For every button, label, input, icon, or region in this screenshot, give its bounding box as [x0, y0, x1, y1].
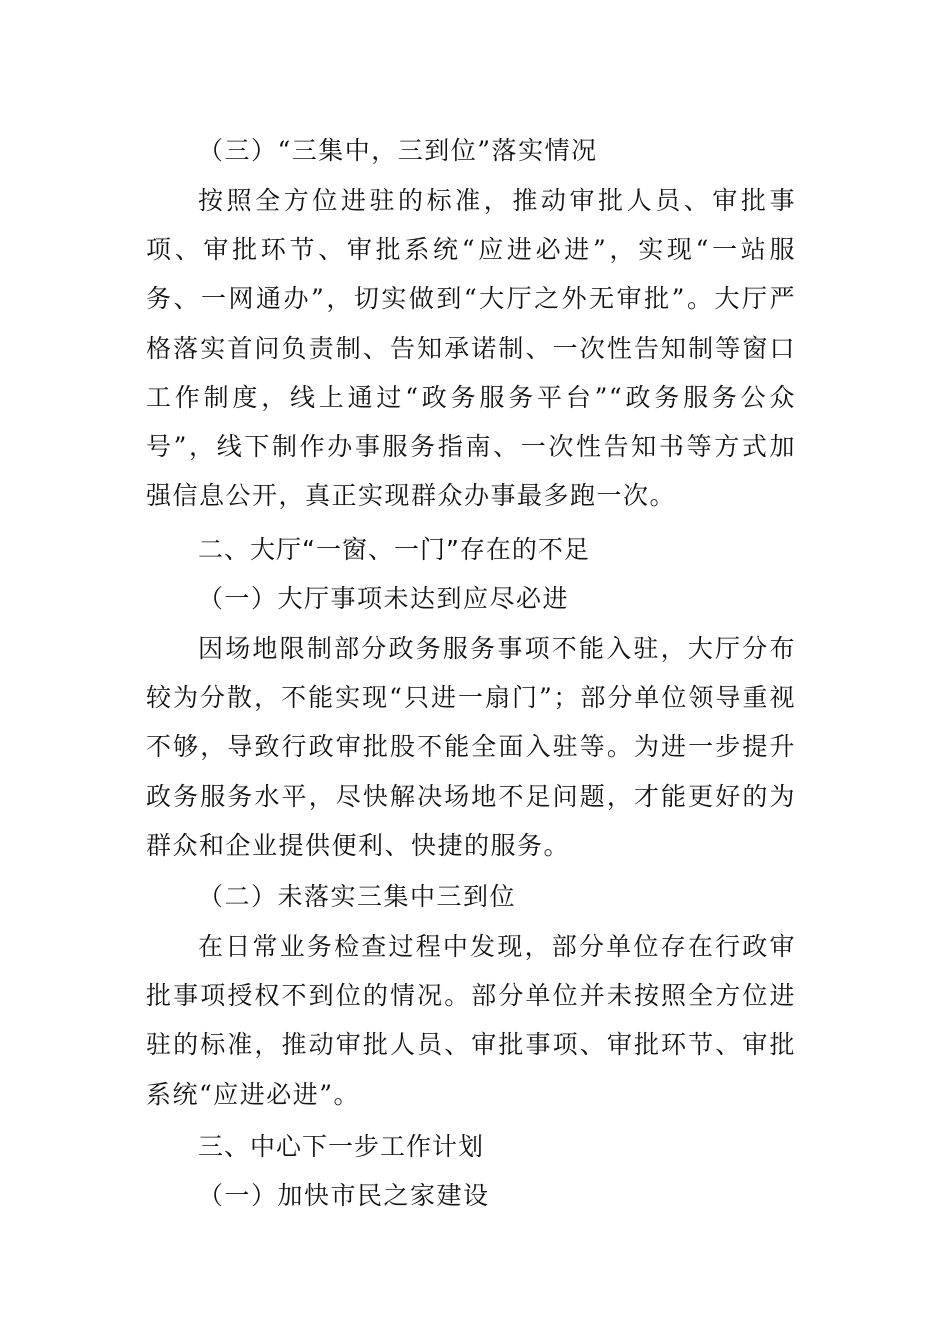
part-3-heading: 三、中心下一步工作计划	[198, 1132, 485, 1161]
section-3-3-heading: （三）“三集中，三到位”落实情况	[198, 136, 598, 165]
part-2-1-paragraph: 因场地限制部分政务服务事项不能入驻，大厅分布较为分散，不能实现“只进一扇门”；部分单位领导重视不够，导致行政审批股不能全面入驻等。为进一步提升政务服务水平，尽快解决场地不足问题，才能更好的为群众和企业提供便利、快捷的服务。	[146, 634, 796, 860]
part-2-1-heading: （一）大厅事项未达到应尽必进	[198, 584, 570, 613]
part-2-2-heading: （二）未落实三集中三到位	[198, 882, 517, 911]
part-3-1-heading: （一）加快市民之家建设	[198, 1181, 490, 1210]
section-3-3-paragraph: 按照全方位进驻的标准，推动审批人员、审批事项、审批环节、审批系统“应进必进”，实现“一站服务、一网通办”，切实做到“大厅之外无审批”。大厅严格落实首问负责制、告知承诺制、一次性告知制等窗口工作制度，线上通过“政务服务平台”“政务服务公众号”，线下制作办事服务指南、一次性告知书等方式加强信息公开，真正实现群众办事最多跑一次。	[146, 186, 796, 511]
part-2-2-paragraph: 在日常业务检查过程中发现，部分单位存在行政审批事项授权不到位的情况。部分单位并未按照全方位进驻的标准，推动审批人员、审批事项、审批环节、审批系统“应进必进”。	[146, 932, 796, 1109]
part-2-heading: 二、大厅“一窗、一门”存在的不足	[198, 535, 590, 564]
